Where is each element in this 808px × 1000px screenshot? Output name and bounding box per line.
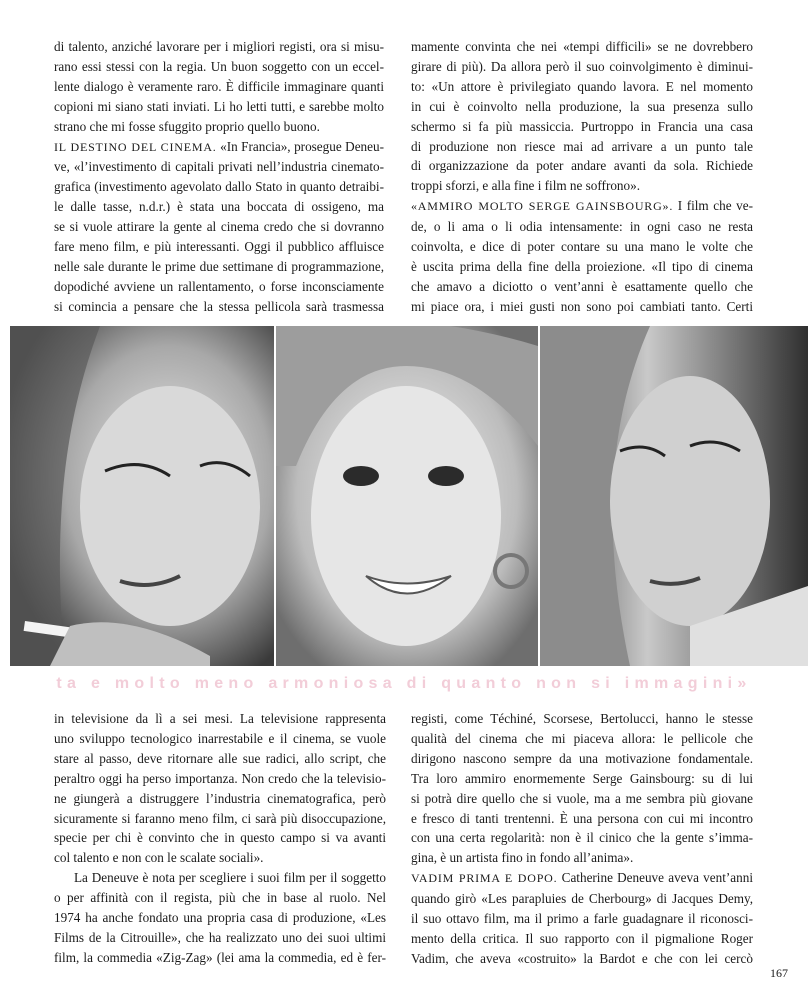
text-line: stare al passo, deve ritornare alle sue radici, allo script, che <box>54 750 386 766</box>
text-line: mamente convinta che nei «tempi difficili» se ne dovrebbero <box>411 39 753 54</box>
text-line: ne giungerà a distruggere l’industria cinematografica, però <box>54 790 386 806</box>
text-line: fare meno film, e più interessanti. Oggi il pubblico affluisce <box>54 239 384 255</box>
photo-strip <box>10 326 808 666</box>
text-line: coinvolta, e dice di poter contare su una mano le volte che <box>411 239 753 255</box>
text-line: gina, è un artista fino in fondo all’anima». <box>411 850 634 866</box>
text-line: strano che mi fosse sfuggito proprio quello buono. <box>54 118 320 134</box>
section-heading-destino: IL DESTINO DEL CINEMA. <box>54 139 217 154</box>
text-line: to: «Un attore è privilegiato quando lavora. E nel momento <box>411 78 753 94</box>
text-line: sicuramente si faranno meno film, ci sarà più disoccupazione, <box>54 810 386 826</box>
text-line: qualità del cinema che mi piaceva allora: le pellicole che <box>411 730 753 746</box>
text-fragment: «In Francia», prosegue Deneu- <box>216 138 384 154</box>
text-line: in cui è coinvolto nella produzione, la sua presenza sullo <box>411 98 753 114</box>
text-line: col talento e non con le scalate sociali». <box>54 850 264 866</box>
section-heading-gainsbourg: «AMMIRO MOLTO SERGE GAINSBOURG». <box>411 199 674 214</box>
text-line: 1974 ha anche fondato una propria casa di produzione, «Les <box>54 910 386 926</box>
text-fragment: I film che ve- <box>673 198 753 214</box>
column-top-left <box>54 37 384 317</box>
column-bottom-left <box>54 709 386 968</box>
text-line: di produzione non riesce mai ad arrivare a un punto tale <box>411 138 753 154</box>
section-first-line <box>411 868 753 889</box>
text-line: di organizzazione da poter andare avanti da sola. Richiede <box>411 158 753 174</box>
text-line: de, o li ama o li odia intensamente: in ogni caso ne resta <box>411 219 753 235</box>
text-line: La Deneuve è nota per scegliere i suoi film per il soggetto <box>74 870 386 886</box>
column-bottom-right <box>411 709 753 969</box>
text-line: ve, «l’investimento di capitali privati nell’industria cinemato- <box>54 159 384 175</box>
text-line: copioni mi siano stati inviati. Li ho letti tutti, e sarebbe molto <box>54 98 384 114</box>
page-number: 167 <box>770 966 788 980</box>
column-top-right <box>411 37 753 317</box>
text-line: uno sviluppo tecnologico inarrestabile e il cinema, se vuole <box>54 730 386 746</box>
text-line: il suo ottavo film, ma il primo a farle guadagnare il riconosci- <box>411 911 753 927</box>
text-line: di talento, anziché lavorare per i migliori registi, ora si misu- <box>54 39 384 54</box>
section-heading-vadim: VADIM PRIMA E DOPO. <box>411 871 558 886</box>
portrait-photo-profile <box>540 326 808 666</box>
text-line: rano essi stessi con la regia. Un buon soggetto con un eccel- <box>54 58 384 74</box>
text-line: o per affinità con il regista, più che in base al ruolo. Nel <box>54 890 386 906</box>
text-fragment: Catherine Deneuve aveva vent’anni <box>557 870 753 886</box>
text-line: si potrà dire quello che si vuole, ma a me sembra più giovane <box>411 790 753 806</box>
text-line: le dalle tasse, n.d.r.) è stata una boccata di ossigeno, ma <box>54 199 384 215</box>
text-line: peraltro oggi ha perso importanza. Non credo che la televisio- <box>54 770 386 786</box>
text-line: in televisione da lì a sei mesi. La televisione rappresenta <box>54 711 386 726</box>
text-line: registi, come Téchiné, Scorsese, Bertolucci, hanno le stesse <box>411 711 753 726</box>
text-line: grafica (investimento agevolato dallo Stato in quanto detraibi- <box>54 179 384 195</box>
section-first-line <box>411 196 753 217</box>
text-line: Vadim, che aveva «costruito» la Bardot e che con lei cercò <box>411 950 753 966</box>
text-line: si comincia a pensare che la stessa pellicola sarà trasmessa <box>54 298 384 314</box>
text-line: e fresco di tanti trentenni. È una persona con cui mi incontro <box>411 810 753 826</box>
text-line: con una certa regolarità: non è il cinico che la gente s’imma- <box>411 830 753 846</box>
text-line: troppi sforzi, e alla fine i film ne soffrono». <box>411 178 641 194</box>
text-line: girare di più). Da allora però il suo coinvolgimento è diminui- <box>411 58 753 74</box>
text-line: lente dialogo è veramente raro. È difficile immaginare quanti <box>54 78 384 94</box>
text-line: nelle sale durante le prime due settimane di programmazione, <box>54 258 384 274</box>
text-line: che amavo a diciotto o vent’anni è esattamente quello che <box>411 278 753 294</box>
pull-quote: ta e molto meno armoniosa di quanto non si immagini» <box>56 675 752 692</box>
text-line: schermo si fa più massiccia. Purtroppo in Francia una casa <box>411 118 753 134</box>
text-line: film, la commedia «Zig-Zag» (lei ama la commedia, ed è fer- <box>54 949 386 965</box>
text-line: dopodiché avviene un rallentamento, o forse inconsciamente <box>54 278 384 294</box>
text-line: Films de la Citrouille», che ha realizzato uno dei suoi ultimi <box>54 929 386 945</box>
text-line: Tra loro ammiro enormemente Serge Gainsbourg: su di lui <box>411 770 753 786</box>
text-line: è uscita prima della fine della proiezione. «Il tipo di cinema <box>411 258 753 274</box>
portrait-photo-smoking <box>10 326 274 666</box>
text-line: mi piace ora, i miei gusti non sono poi cambiati tanto. Certi <box>411 298 753 314</box>
text-line: specie per chi è convinto che in questo campo si va avanti <box>54 830 386 846</box>
text-line: se si vuole attirare la gente al cinema credo che si dovranno <box>54 219 384 235</box>
text-line: mento della critica. Il suo rapporto con il pigmalione Roger <box>411 930 753 946</box>
section-first-line <box>54 137 384 158</box>
text-line: quando girò «Les parapluies de Cherbourg» di Jacques Demy, <box>411 891 753 907</box>
portrait-photo-smiling <box>276 326 538 666</box>
text-line: dirigono nascono sempre da una motivazione fondamentale. <box>411 750 753 766</box>
